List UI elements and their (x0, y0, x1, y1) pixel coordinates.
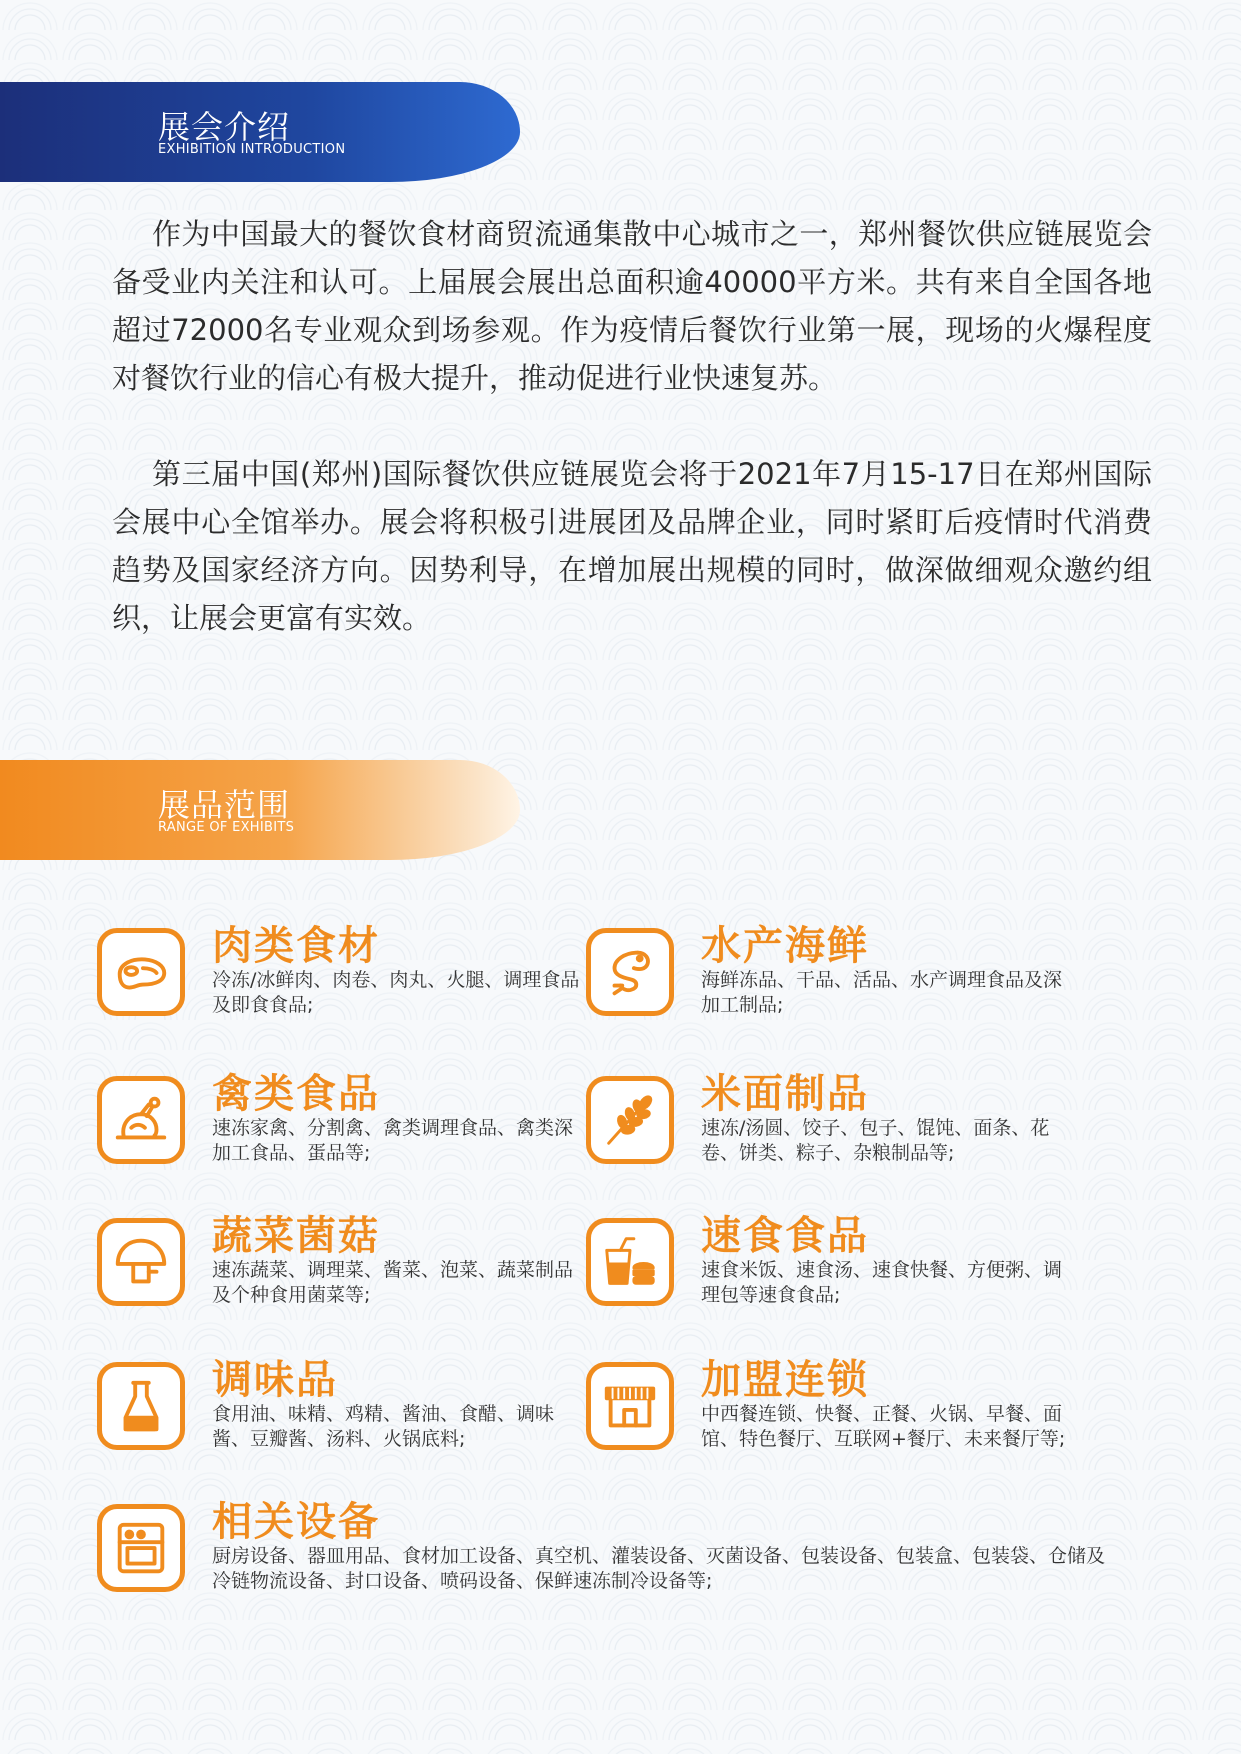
category-desc: 厨房设备、器皿用品、食材加工设备、真空机、灌装设备、灭菌设备、包装设备、包装盒、包装袋、仓储及冷链物流设备、封口设备、喷码设备、保鲜速冻制冷设备等; (212, 1545, 1106, 1592)
oil-bottle-icon (97, 1362, 185, 1450)
roast-chicken-icon (97, 1076, 185, 1164)
category-title: 米面制品 (701, 1071, 869, 1117)
intro-paragraph-2: 第三届中国(郑州)国际餐饮供应链展览会将于2021年7月15-17日在郑州国际会展中心全馆举办。展会将积极引进展团及品牌企业，同时紧盯后疫情时代消费趋势及国家经济方向。因势利导，在增加展出规模的同时，做深做细观众邀约组织，让展会更富有实效。 (112, 457, 1152, 635)
category-title: 蔬菜菌菇 (212, 1213, 380, 1259)
category-title: 水产海鲜 (701, 923, 869, 969)
category-title: 调味品 (212, 1357, 338, 1403)
fast-food-icon (586, 1218, 674, 1306)
category-desc: 速冻/汤圆、饺子、包子、馄饨、面条、花卷、饼类、粽子、杂粮制品等; (701, 1117, 1050, 1164)
category-desc: 速食米饭、速食汤、速食快餐、方便粥、调理包等速食食品; (701, 1259, 1063, 1306)
intro-paragraph-1: 作为中国最大的餐饮食材商贸流通集散中心城市之一，郑州餐饮供应链展览会备受业内关注和认可。上届展会展出总面积逾40000平方米。共有来自全国各地超过72000名专业观众到场参观。作为疫情后餐饮行业第一展，现场的火爆程度对餐饮行业的信心有极大提升，推动促进行业快速复苏。 (112, 217, 1152, 395)
wheat-icon (586, 1076, 674, 1164)
exhibits-banner (0, 760, 520, 860)
category-desc: 食用油、味精、鸡精、酱油、食醋、调味酱、豆瓣酱、汤料、火锅底料; (212, 1403, 555, 1450)
storefront-icon (586, 1362, 674, 1450)
oven-icon (97, 1504, 185, 1592)
category-desc: 冷冻/冰鲜肉、肉卷、肉丸、火腿、调理食品及即食食品; (212, 969, 580, 1016)
category-title: 相关设备 (212, 1499, 380, 1545)
exhibits-subtitle: RANGE OF EXHIBITS (158, 820, 295, 835)
category-title: 加盟连锁 (701, 1357, 869, 1403)
category-desc: 中西餐连锁、快餐、正餐、火锅、早餐、面馆、特色餐厅、互联网+餐厅、未来餐厅等; (701, 1403, 1066, 1450)
intro-title: 展会介绍 (158, 108, 291, 146)
category-title: 禽类食品 (212, 1071, 380, 1117)
category-title: 肉类食材 (212, 923, 380, 969)
exhibits-title: 展品范围 (158, 786, 291, 824)
category-desc: 海鲜冻品、干品、活品、水产调理食品及深加工制品; (701, 969, 1063, 1016)
category-desc: 速冻蔬菜、调理菜、酱菜、泡菜、蔬菜制品及个种食用菌菜等; (212, 1259, 574, 1306)
category-desc: 速冻家禽、分割禽、禽类调理食品、禽类深加工食品、蛋品等; (212, 1117, 574, 1164)
shrimp-icon (586, 928, 674, 1016)
mushroom-icon (97, 1218, 185, 1306)
category-title: 速食食品 (701, 1213, 869, 1259)
intro-subtitle: EXHIBITION INTRODUCTION (158, 142, 346, 157)
steak-icon (97, 928, 185, 1016)
intro-banner (0, 82, 520, 182)
